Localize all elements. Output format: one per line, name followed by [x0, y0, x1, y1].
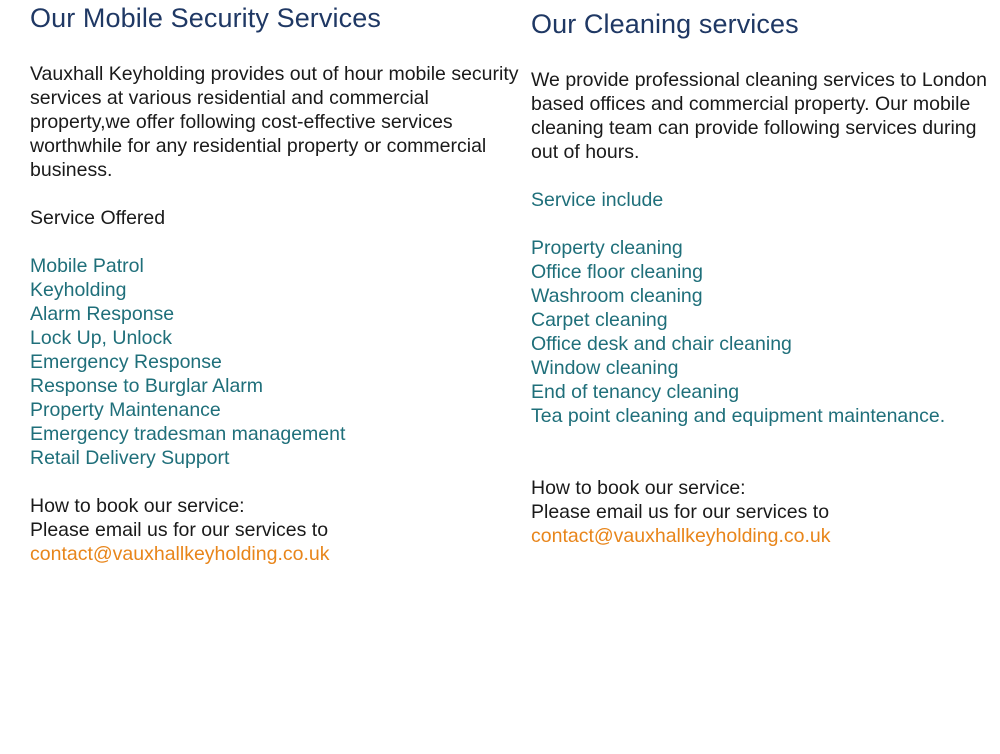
- list-item: Mobile Patrol: [30, 255, 144, 278]
- security-booking-block: [30, 494, 520, 566]
- security-services-list: [30, 254, 520, 470]
- security-services-column: [30, 0, 520, 566]
- list-item: Tea point cleaning and equipment maintenance.: [531, 405, 946, 428]
- list-item: Carpet cleaning: [531, 309, 668, 332]
- list-item: Lock Up, Unlock: [30, 327, 172, 350]
- list-item: Property Maintenance: [30, 399, 221, 422]
- list-item: Keyholding: [30, 279, 127, 302]
- security-booking-line2: Please email us for our services to: [30, 519, 329, 542]
- security-contact-email-link[interactable]: contact@vauxhallkeyholding.co.uk: [30, 543, 330, 566]
- cleaning-services-intro: We provide professional cleaning services to London based offices and commercial property. Our mobile cleaning team can provide following services during out of hours.: [531, 69, 987, 164]
- list-item: Washroom cleaning: [531, 285, 703, 308]
- cleaning-services-subheading: Service include: [531, 189, 664, 212]
- list-item: Response to Burglar Alarm: [30, 375, 264, 398]
- cleaning-services-title: Our Cleaning services: [531, 9, 799, 39]
- cleaning-booking-line1: How to book our service:: [531, 477, 746, 500]
- list-item: Office floor cleaning: [531, 261, 703, 284]
- cleaning-booking-block: [531, 476, 991, 548]
- list-item: Emergency Response: [30, 351, 222, 374]
- cleaning-contact-email-link[interactable]: contact@vauxhallkeyholding.co.uk: [531, 525, 831, 548]
- cleaning-booking-line2: Please email us for our services to: [531, 501, 830, 524]
- security-services-subheading: Service Offered: [30, 207, 166, 230]
- list-item: Alarm Response: [30, 303, 175, 326]
- cleaning-services-list: [531, 236, 991, 428]
- security-booking-line1: How to book our service:: [30, 495, 245, 518]
- security-services-intro: Vauxhall Keyholding provides out of hour mobile security services at various residential and commercial property,we offer following cost-effective services worthwhile for any residential property or commercial business.: [30, 63, 519, 182]
- list-item: Window cleaning: [531, 357, 679, 380]
- list-item: Emergency tradesman management: [30, 423, 346, 446]
- list-item: Office desk and chair cleaning: [531, 333, 792, 356]
- security-services-title: Our Mobile Security Services: [30, 3, 381, 33]
- list-item: Property cleaning: [531, 237, 683, 260]
- cleaning-services-column: [531, 0, 991, 548]
- list-item: End of tenancy cleaning: [531, 381, 740, 404]
- list-item: Retail Delivery Support: [30, 447, 230, 470]
